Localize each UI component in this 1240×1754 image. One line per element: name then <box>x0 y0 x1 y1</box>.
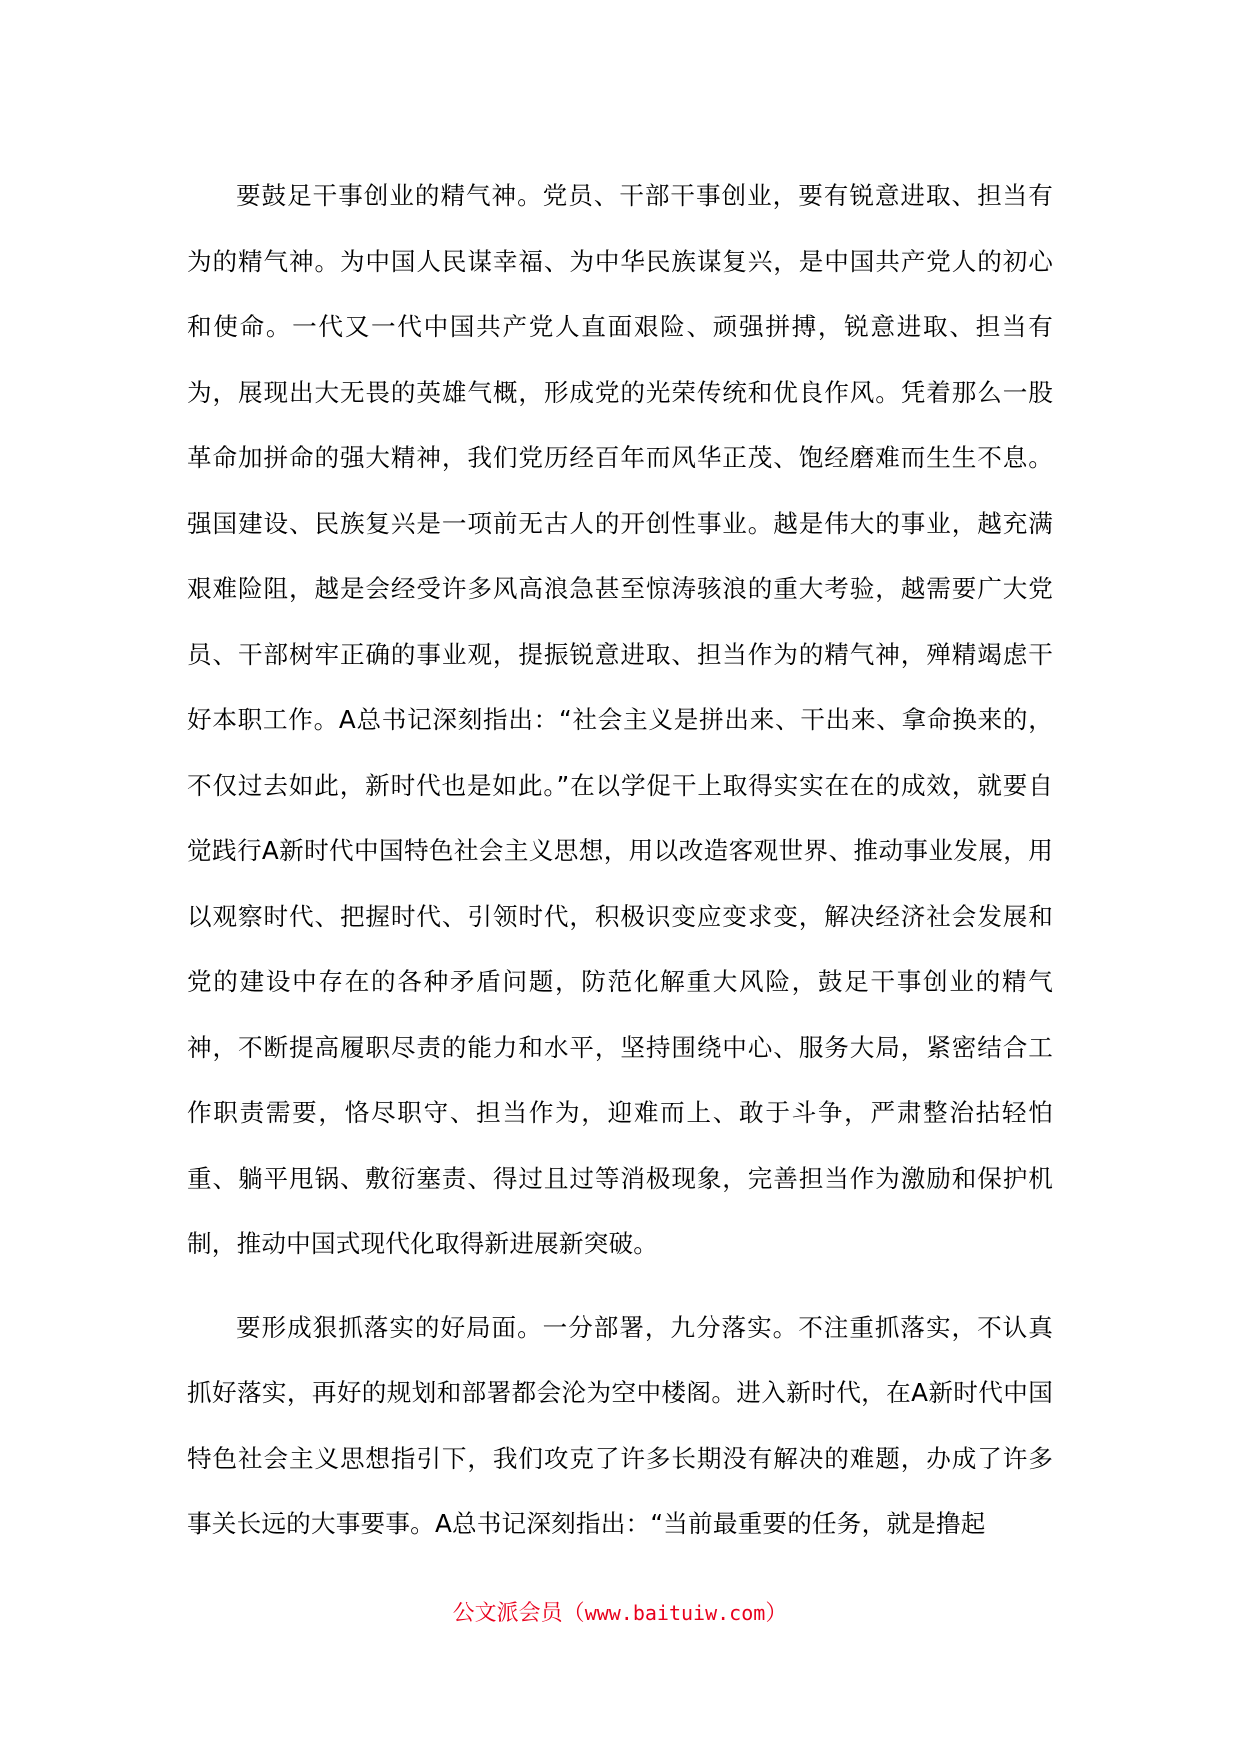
footer-close-paren: ） <box>765 1601 788 1626</box>
footer-open-paren: （ <box>562 1601 585 1626</box>
document-body <box>187 163 1053 1557</box>
footer-url-link[interactable]: www.baituiw.com <box>584 1601 766 1625</box>
footer-brand: 公文派会员 <box>452 1601 563 1626</box>
paragraph-spirit: 要鼓足干事创业的精气神。党员、干部干事创业，要有锐意进取、担当有为的精气神。为中国人民谋幸福、为中华民族谋复兴，是中国共产党人的初心和使命。一代又一代中国共产党人直面艰险、顽强拼搏，锐意进取、担当有为，展现出大无畏的英雄气概，形成党的光荣传统和优良作风。凭着那么一股革命加拼命的强大精神，我们党历经百年而风华正茂、饱经磨难而生生不息。强国建设、民族复兴是一项前无古人的开创性事业。越是伟大的事业，越充满艰难险阻，越是会经受许多风高浪急甚至惊涛骇浪的重大考验，越需要广大党员、干部树牢正确的事业观，提振锐意进取、担当作为的精气神，殚精竭虑干好本职工作。A总书记深刻指出：“社会主义是拼出来、干出来、拿命换来的，不仅过去如此，新时代也是如此。”在以学促干上取得实实在在的成效，就要自觉践行A新时代中国特色社会主义思想，用以改造客观世界、推动事业发展，用以观察时代、把握时代、引领时代，积极识变应变求变，解决经济社会发展和党的建设中存在的各种矛盾问题，防范化解重大风险，鼓足干事创业的精气神，不断提高履职尽责的能力和水平，坚持围绕中心、服务大局，紧密结合工作职责需要，恪尽职守、担当作为，迎难而上、敢于斗争，严肃整治拈轻怕重、躺平甩锅、敷衍塞责、得过且过等消极现象，完善担当作为激励和保护机制，推动中国式现代化取得新进展新突破。 <box>187 181 1053 1258</box>
paragraph-implementation: 要形成狠抓落实的好局面。一分部署，九分落实。不注重抓落实，不认真抓好落实，再好的规划和部署都会沦为空中楼阁。进入新时代，在A新时代中国特色社会主义思想指引下，我们攻克了许多长期没有解决的难题，办成了许多事关长远的大事要事。A总书记深刻指出：“当前最重要的任务，就是撸起 <box>187 1312 1053 1538</box>
footer-watermark <box>0 1596 1240 1631</box>
